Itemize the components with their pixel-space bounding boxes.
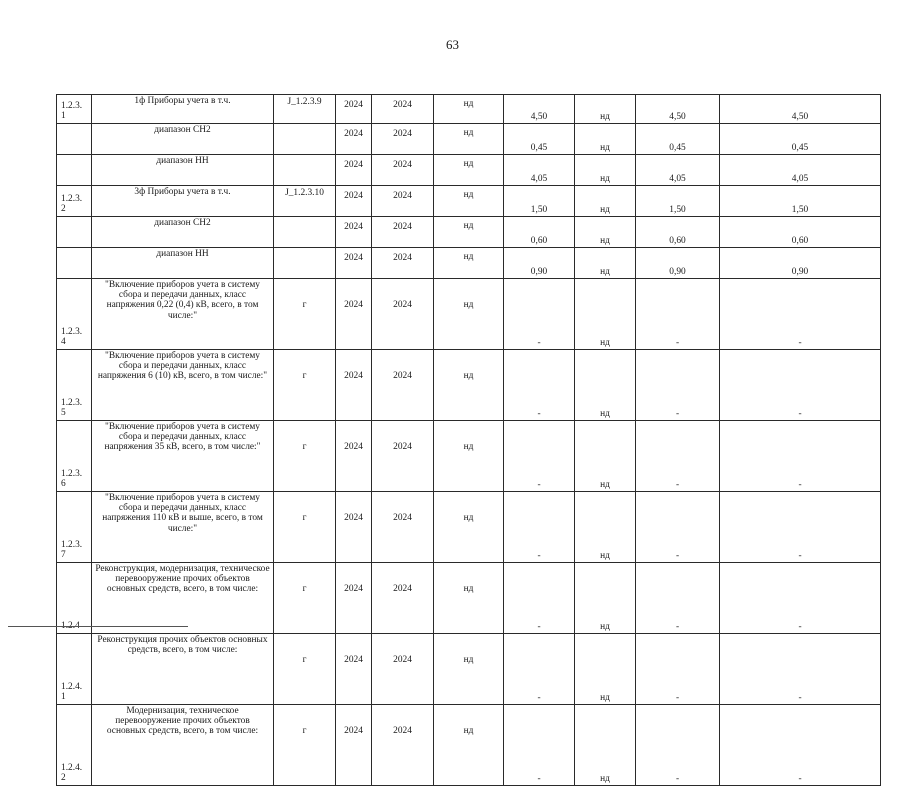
- status-cell: нд: [434, 350, 504, 421]
- table-row: [57, 155, 881, 186]
- row-number-cell: [57, 155, 92, 186]
- value-2-cell: нд: [575, 155, 636, 186]
- row-name-cell: диапазон СН2: [92, 217, 274, 248]
- row-code-cell: г: [274, 705, 336, 786]
- year-end-cell: 2024: [372, 95, 434, 124]
- value-2-cell: нд: [575, 563, 636, 634]
- row-number-cell: 1.2.3. 2: [57, 186, 92, 217]
- year-end-cell: 2024: [372, 563, 434, 634]
- year-start-cell: 2024: [336, 217, 372, 248]
- year-start-cell: 2024: [336, 248, 372, 279]
- year-start-cell: 2024: [336, 421, 372, 492]
- row-number-cell: [57, 124, 92, 155]
- row-name-cell: диапазон СН2: [92, 124, 274, 155]
- value-4-cell: 0,60: [720, 217, 881, 248]
- year-end-cell: 2024: [372, 350, 434, 421]
- status-cell: нд: [434, 248, 504, 279]
- table-row: [57, 217, 881, 248]
- row-code-cell: [274, 155, 336, 186]
- value-3-cell: 1,50: [636, 186, 720, 217]
- value-1-cell: -: [504, 563, 575, 634]
- row-name-cell: "Включение приборов учета в систему сбора и передачи данных, класс напряжения 110 кВ и выше, всего, в том числе:": [92, 492, 274, 563]
- table-row: [57, 634, 881, 705]
- row-number-cell: 1.2.4. 1: [57, 634, 92, 705]
- row-code-cell: J_1.2.3.9: [274, 95, 336, 124]
- value-1-cell: -: [504, 492, 575, 563]
- value-2-cell: нд: [575, 248, 636, 279]
- year-end-cell: 2024: [372, 279, 434, 350]
- value-2-cell: нд: [575, 634, 636, 705]
- status-cell: нд: [434, 186, 504, 217]
- value-2-cell: нд: [575, 421, 636, 492]
- row-name-cell: "Включение приборов учета в систему сбора и передачи данных, класс напряжения 0,22 (0,4) кВ, всего, в том числе:": [92, 279, 274, 350]
- value-4-cell: -: [720, 563, 881, 634]
- value-3-cell: 0,90: [636, 248, 720, 279]
- value-3-cell: 4,05: [636, 155, 720, 186]
- year-end-cell: 2024: [372, 634, 434, 705]
- investment-program-table: [56, 94, 881, 786]
- year-start-cell: 2024: [336, 350, 372, 421]
- value-3-cell: -: [636, 492, 720, 563]
- value-1-cell: 0,90: [504, 248, 575, 279]
- value-4-cell: -: [720, 421, 881, 492]
- row-number-cell: 1.2.3. 4: [57, 279, 92, 350]
- row-code-cell: [274, 217, 336, 248]
- row-number-cell: 1.2.3. 7: [57, 492, 92, 563]
- row-number-cell: 1.2.3. 1: [57, 95, 92, 124]
- year-start-cell: 2024: [336, 279, 372, 350]
- row-code-cell: г: [274, 492, 336, 563]
- year-start-cell: 2024: [336, 186, 372, 217]
- value-3-cell: 0,45: [636, 124, 720, 155]
- table-row: [57, 279, 881, 350]
- value-3-cell: -: [636, 634, 720, 705]
- status-cell: нд: [434, 217, 504, 248]
- value-1-cell: 4,05: [504, 155, 575, 186]
- value-1-cell: -: [504, 279, 575, 350]
- row-name-cell: диапазон НН: [92, 155, 274, 186]
- value-1-cell: -: [504, 705, 575, 786]
- year-end-cell: 2024: [372, 217, 434, 248]
- year-start-cell: 2024: [336, 634, 372, 705]
- page-number: 63: [446, 37, 459, 52]
- row-number-cell: 1.2.3. 6: [57, 421, 92, 492]
- year-end-cell: 2024: [372, 124, 434, 155]
- value-4-cell: 4,05: [720, 155, 881, 186]
- row-name-cell: Модернизация, техническое перевооружение прочих объектов основных средств, всего, в том числе:: [92, 705, 274, 786]
- row-name-cell: диапазон НН: [92, 248, 274, 279]
- row-code-cell: г: [274, 421, 336, 492]
- row-code-cell: J_1.2.3.10: [274, 186, 336, 217]
- table-row: [57, 421, 881, 492]
- table-row: [57, 350, 881, 421]
- value-4-cell: -: [720, 492, 881, 563]
- status-cell: нд: [434, 421, 504, 492]
- value-2-cell: нд: [575, 186, 636, 217]
- value-4-cell: -: [720, 634, 881, 705]
- row-name-cell: "Включение приборов учета в систему сбора и передачи данных, класс напряжения 35 кВ, всего, в том числе:": [92, 421, 274, 492]
- row-code-cell: г: [274, 279, 336, 350]
- year-start-cell: 2024: [336, 95, 372, 124]
- value-1-cell: -: [504, 350, 575, 421]
- year-end-cell: 2024: [372, 186, 434, 217]
- value-1-cell: -: [504, 634, 575, 705]
- footer-rule: [8, 626, 188, 627]
- value-1-cell: 1,50: [504, 186, 575, 217]
- status-cell: нд: [434, 155, 504, 186]
- value-4-cell: -: [720, 350, 881, 421]
- year-start-cell: 2024: [336, 705, 372, 786]
- value-3-cell: -: [636, 421, 720, 492]
- status-cell: нд: [434, 634, 504, 705]
- row-number-cell: [57, 248, 92, 279]
- row-number-cell: 1.2.4. 2: [57, 705, 92, 786]
- row-code-cell: [274, 124, 336, 155]
- value-4-cell: 0,90: [720, 248, 881, 279]
- table-row: [57, 563, 881, 634]
- value-4-cell: -: [720, 279, 881, 350]
- value-1-cell: 0,45: [504, 124, 575, 155]
- value-2-cell: нд: [575, 217, 636, 248]
- year-start-cell: 2024: [336, 155, 372, 186]
- value-4-cell: 4,50: [720, 95, 881, 124]
- value-4-cell: 0,45: [720, 124, 881, 155]
- table-row: [57, 95, 881, 124]
- year-end-cell: 2024: [372, 705, 434, 786]
- table-row: [57, 248, 881, 279]
- table-body: [57, 95, 881, 786]
- row-name-cell: Реконструкция, модернизация, техническое перевооружение прочих объектов основных средств, всего, в том числе:: [92, 563, 274, 634]
- value-1-cell: 0,60: [504, 217, 575, 248]
- row-code-cell: г: [274, 634, 336, 705]
- year-start-cell: 2024: [336, 124, 372, 155]
- value-1-cell: -: [504, 421, 575, 492]
- row-name-cell: "Включение приборов учета в систему сбора и передачи данных, класс напряжения 6 (10) кВ, всего, в том числе:": [92, 350, 274, 421]
- value-2-cell: нд: [575, 705, 636, 786]
- value-2-cell: нд: [575, 492, 636, 563]
- value-3-cell: -: [636, 563, 720, 634]
- value-3-cell: -: [636, 350, 720, 421]
- value-4-cell: 1,50: [720, 186, 881, 217]
- row-code-cell: г: [274, 350, 336, 421]
- year-end-cell: 2024: [372, 248, 434, 279]
- table-row: [57, 492, 881, 563]
- value-4-cell: -: [720, 705, 881, 786]
- year-start-cell: 2024: [336, 563, 372, 634]
- value-2-cell: нд: [575, 124, 636, 155]
- status-cell: нд: [434, 705, 504, 786]
- table-row: [57, 705, 881, 786]
- year-start-cell: 2024: [336, 492, 372, 563]
- value-2-cell: нд: [575, 350, 636, 421]
- value-3-cell: 0,60: [636, 217, 720, 248]
- value-2-cell: нд: [575, 279, 636, 350]
- year-end-cell: 2024: [372, 492, 434, 563]
- status-cell: нд: [434, 124, 504, 155]
- table-row: [57, 186, 881, 217]
- value-3-cell: -: [636, 705, 720, 786]
- value-1-cell: 4,50: [504, 95, 575, 124]
- row-number-cell: [57, 217, 92, 248]
- status-cell: нд: [434, 95, 504, 124]
- status-cell: нд: [434, 279, 504, 350]
- table-row: [57, 124, 881, 155]
- year-end-cell: 2024: [372, 421, 434, 492]
- status-cell: нд: [434, 492, 504, 563]
- status-cell: нд: [434, 563, 504, 634]
- row-code-cell: г: [274, 563, 336, 634]
- row-number-cell: 1.2.4: [57, 563, 92, 634]
- value-2-cell: нд: [575, 95, 636, 124]
- row-number-cell: 1.2.3. 5: [57, 350, 92, 421]
- row-name-cell: 1ф Приборы учета в т.ч.: [92, 95, 274, 124]
- row-name-cell: 3ф Приборы учета в т.ч.: [92, 186, 274, 217]
- year-end-cell: 2024: [372, 155, 434, 186]
- row-name-cell: Реконструкция прочих объектов основных средств, всего, в том числе:: [92, 634, 274, 705]
- row-code-cell: [274, 248, 336, 279]
- value-3-cell: -: [636, 279, 720, 350]
- value-3-cell: 4,50: [636, 95, 720, 124]
